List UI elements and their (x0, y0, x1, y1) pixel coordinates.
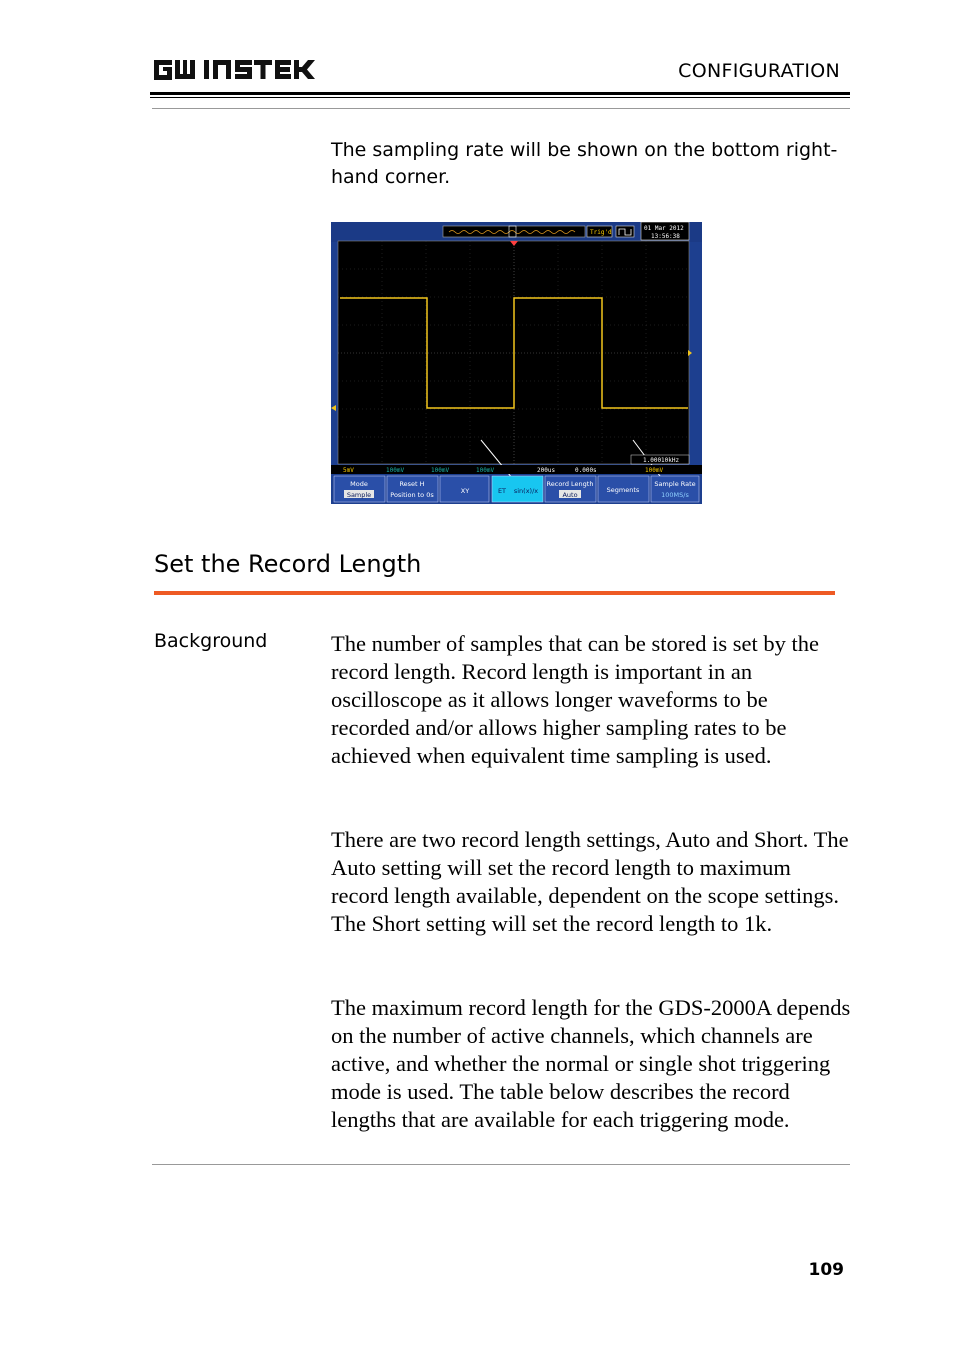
time-readout: 13:56:38 (651, 233, 680, 240)
svg-text:100MS/s: 100MS/s (661, 491, 689, 499)
heading-underline (154, 591, 835, 595)
paragraph-max-record-length: The maximum record length for the GDS-2000A depends on the number of active channels, which channels are active, and whether the normal or single shot triggering mode is used. The table below describes the record lengths that are available for each triggering mode. (331, 995, 851, 1132)
softkey-record-length[interactable] (545, 476, 596, 502)
trigger-level-readout: 100mV (645, 467, 664, 474)
paragraph-record-length-importance: The number of samples that can be stored is set by the record length. Record length is important in an oscilloscope as it allows longer waveforms to be recorded and/or allows higher sampling rates to be achieved when equivalent time sampling is used. (331, 631, 819, 768)
header-rule-grey (152, 108, 850, 109)
svg-text:Record Length: Record Length (546, 480, 594, 488)
h-position-readout: 0.000s (575, 467, 597, 474)
svg-text:sin(x)/x: sin(x)/x (513, 487, 539, 495)
ch4-scale: 100mV (476, 467, 495, 474)
svg-text:Sample: Sample (346, 491, 372, 499)
softkey-reset-h-position[interactable] (387, 476, 438, 502)
trigger-status: Trig'd (590, 229, 612, 236)
svg-text:Reset H: Reset H (399, 480, 425, 488)
intro-text: The sampling rate will be shown on the bottom right-hand corner. (331, 139, 838, 188)
svg-text:Position to 0s: Position to 0s (390, 491, 434, 499)
svg-text:Auto: Auto (562, 491, 578, 499)
section-bottom-rule (152, 1164, 850, 1165)
svg-text:XY: XY (460, 487, 470, 495)
paragraph-record-length-settings: There are two record length settings, Auto and Short. The Auto setting will set the record length to maximum record length available, dependent on the scope settings. The Short setting will set the record length to 1k. (331, 827, 849, 936)
background-label: Background (154, 630, 268, 652)
svg-text:Segments: Segments (606, 486, 640, 494)
gw-instek-logo (152, 56, 324, 84)
date-readout: 01 Mar 2012 (644, 225, 684, 232)
ch1-scale: 5mV (343, 467, 354, 474)
svg-text:Mode: Mode (350, 480, 368, 488)
svg-text:Sample Rate: Sample Rate (654, 480, 696, 488)
section-name: CONFIGURATION (678, 60, 840, 82)
softkey-sample-rate[interactable] (651, 476, 699, 502)
svg-text:ET: ET (497, 487, 507, 495)
header-rule-thick (150, 92, 850, 95)
page-number: 109 (808, 1260, 844, 1280)
section-heading: Set the Record Length (154, 550, 422, 578)
softkey-xy[interactable] (440, 476, 489, 502)
timebase-readout: 200us (537, 467, 556, 474)
oscilloscope-screenshot (331, 222, 702, 504)
frequency-readout: 1.00010kHz (643, 457, 680, 464)
softkey-et-sinx[interactable] (492, 476, 543, 502)
softkey-mode[interactable] (334, 476, 385, 502)
ch3-scale: 100mV (431, 467, 450, 474)
ch2-scale: 100mV (386, 467, 405, 474)
header-rule-thin (150, 97, 850, 98)
softkey-segments[interactable] (598, 476, 649, 502)
